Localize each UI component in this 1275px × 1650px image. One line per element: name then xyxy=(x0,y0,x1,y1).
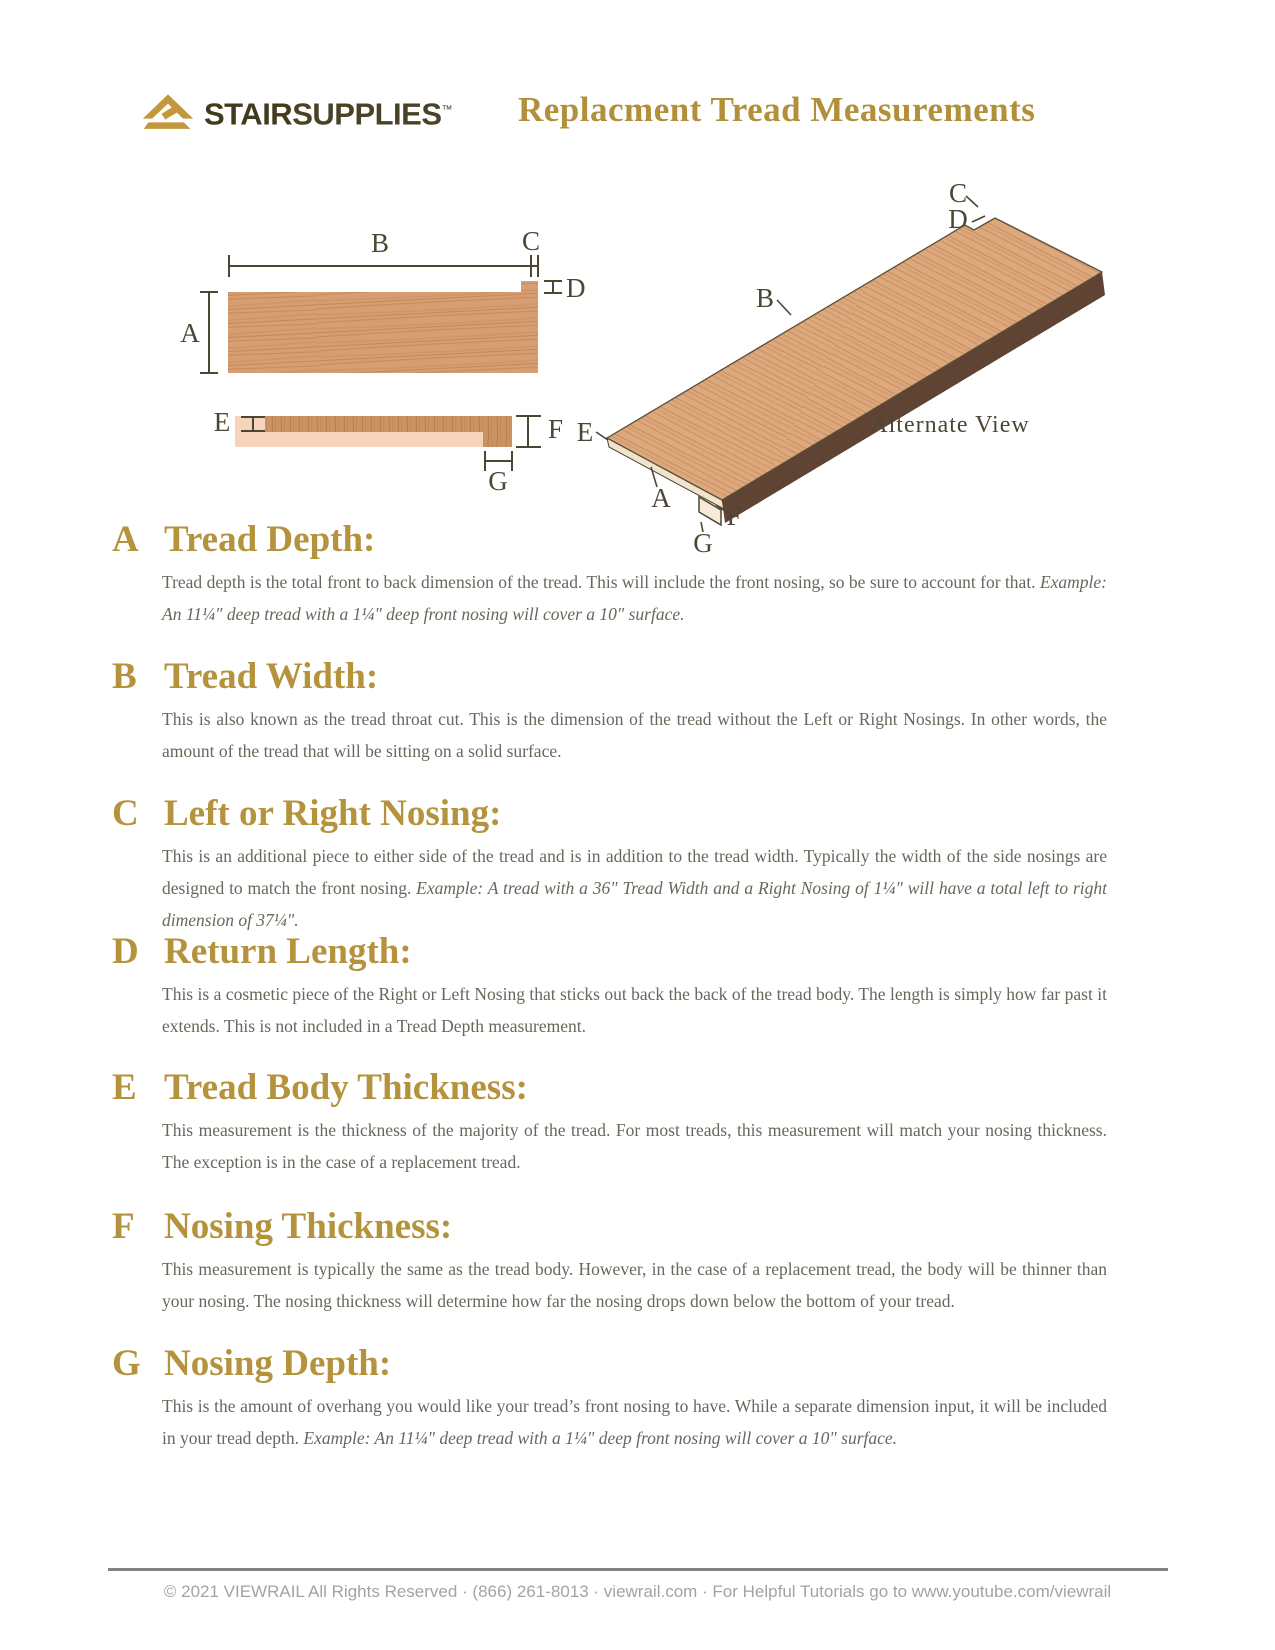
footer-copyright: © 2021 VIEWRAIL All Rights Reserved · (866) 261-8013 · viewrail.com · For Helpful Tutorials go to www.youtube.com/viewrail xyxy=(163,1582,1112,1601)
persp-label-B: B xyxy=(755,283,775,313)
section-body xyxy=(162,840,1107,936)
section-body xyxy=(162,566,1107,630)
profile-label-F: F xyxy=(548,414,564,444)
section-heading xyxy=(112,792,1275,836)
footer-divider xyxy=(108,1568,1168,1571)
section-heading xyxy=(112,930,1275,974)
section-tread-depth xyxy=(0,518,1275,630)
section-left-right-nosing xyxy=(0,792,1275,936)
section-tread-body-thickness xyxy=(0,1066,1275,1178)
section-body-text: This measurement is typically the same as the tread body. However, in the case of a replacement tread, the body will be thinner than your nosing. The nosing thickness will determine how far the nosing drops down below the bottom of your tread. xyxy=(162,1259,1107,1311)
section-heading xyxy=(112,1066,1275,1110)
profile-view-diagram xyxy=(214,407,563,496)
section-heading xyxy=(112,1342,1275,1386)
persp-label-G: G xyxy=(693,528,713,558)
section-letter: G xyxy=(112,1343,141,1384)
section-body-text: This is a cosmetic piece of the Right or Left Nosing that sticks out back the back of the tread body. The length is simply how far past it extends. This is not included in a Tread Depth measurement. xyxy=(162,984,1107,1036)
persp-label-F: F xyxy=(726,501,742,531)
section-body xyxy=(162,1390,1107,1454)
section-body-text: This is also known as the tread throat cut. This is the dimension of the tread without the Left or Right Nosings. In other words, the amount of the tread that will be sitting on a solid surface. xyxy=(162,709,1107,761)
plan-return-tab xyxy=(521,281,538,292)
section-letter: A xyxy=(112,519,139,560)
section-title: Tread Width: xyxy=(164,656,379,697)
section-title: Left or Right Nosing: xyxy=(164,793,502,834)
plan-view-diagram xyxy=(180,226,585,373)
section-example-text: Example: An 11¼" deep tread with a 1¼" deep front nosing will cover a 10" surface. xyxy=(299,1428,898,1448)
section-body-text: This is an additional piece to either side of the tread and is in addition to the tread width. Typically the width of the side nosings are designed to match the front nosing. xyxy=(162,846,1107,898)
profile-label-E: E xyxy=(213,407,231,437)
section-body-text: This is the amount of overhang you would like your tread’s front nosing to have. While a separate dimension input, it will be included in your tread depth. xyxy=(162,1396,1107,1448)
section-letter: D xyxy=(112,931,139,972)
persp-top-face xyxy=(607,218,1102,500)
section-letter: C xyxy=(112,793,139,834)
logo-supplies-text: SUPPLIES xyxy=(292,96,442,132)
persp-label-D: D xyxy=(948,204,968,234)
logo-trademark: ™ xyxy=(441,104,453,116)
plan-label-D: D xyxy=(566,273,586,303)
persp-label-A: A xyxy=(651,483,671,513)
section-body xyxy=(162,703,1107,767)
section-letter: E xyxy=(112,1067,137,1108)
persp-label-E: E xyxy=(576,417,594,447)
section-tread-width xyxy=(0,655,1275,767)
logo-stair-text: STAIR xyxy=(204,96,293,132)
dimension-line-A xyxy=(201,292,217,373)
section-example-text: Example: A tread with a 36" Tread Width and a Right Nosing of 1¼" will have a total left to right dimension of 37¼". xyxy=(162,878,1107,930)
section-nosing-thickness xyxy=(0,1205,1275,1317)
section-heading xyxy=(112,518,1275,562)
section-title: Tread Body Thickness: xyxy=(164,1067,528,1108)
section-body xyxy=(162,978,1107,1042)
section-title: Nosing Depth: xyxy=(164,1343,392,1384)
section-title: Tread Depth: xyxy=(164,519,376,560)
section-title: Return Length: xyxy=(164,931,412,972)
plan-label-C: C xyxy=(521,226,541,256)
plan-label-B: B xyxy=(370,228,390,258)
section-heading xyxy=(112,655,1275,699)
section-title: Nosing Thickness: xyxy=(164,1206,453,1247)
profile-label-G: G xyxy=(488,466,508,496)
plan-tread-body xyxy=(228,292,538,373)
dimension-line-B xyxy=(229,256,538,276)
tread-diagrams xyxy=(0,0,1275,560)
alternate-view-caption: Alternate View xyxy=(870,412,1030,438)
section-letter: F xyxy=(112,1206,135,1247)
section-body-text: This measurement is the thickness of the majority of the tread. For most treads, this measurement will match your nosing thickness. The exception is in the case of a replacement tread. xyxy=(162,1120,1107,1172)
section-letter: B xyxy=(112,656,137,697)
dimension-line-D xyxy=(545,281,561,293)
section-nosing-depth xyxy=(0,1342,1275,1454)
section-body-text: Tread depth is the total front to back dimension of the tread. This will include the front nosing, so be sure to account for that. xyxy=(162,572,1036,592)
page-title: Replacment Tread Measurements xyxy=(518,90,1036,129)
plan-label-A: A xyxy=(180,318,200,348)
persp-label-C: C xyxy=(948,178,968,208)
section-example-text: Example: An 11¼" deep tread with a 1¼" deep front nosing will cover a 10" surface. xyxy=(162,572,1107,624)
dimension-line-F xyxy=(517,416,540,447)
section-return-length xyxy=(0,930,1275,1042)
section-heading xyxy=(112,1205,1275,1249)
section-body xyxy=(162,1114,1107,1178)
section-body xyxy=(162,1253,1107,1317)
alternate-view-diagram xyxy=(577,178,1105,558)
